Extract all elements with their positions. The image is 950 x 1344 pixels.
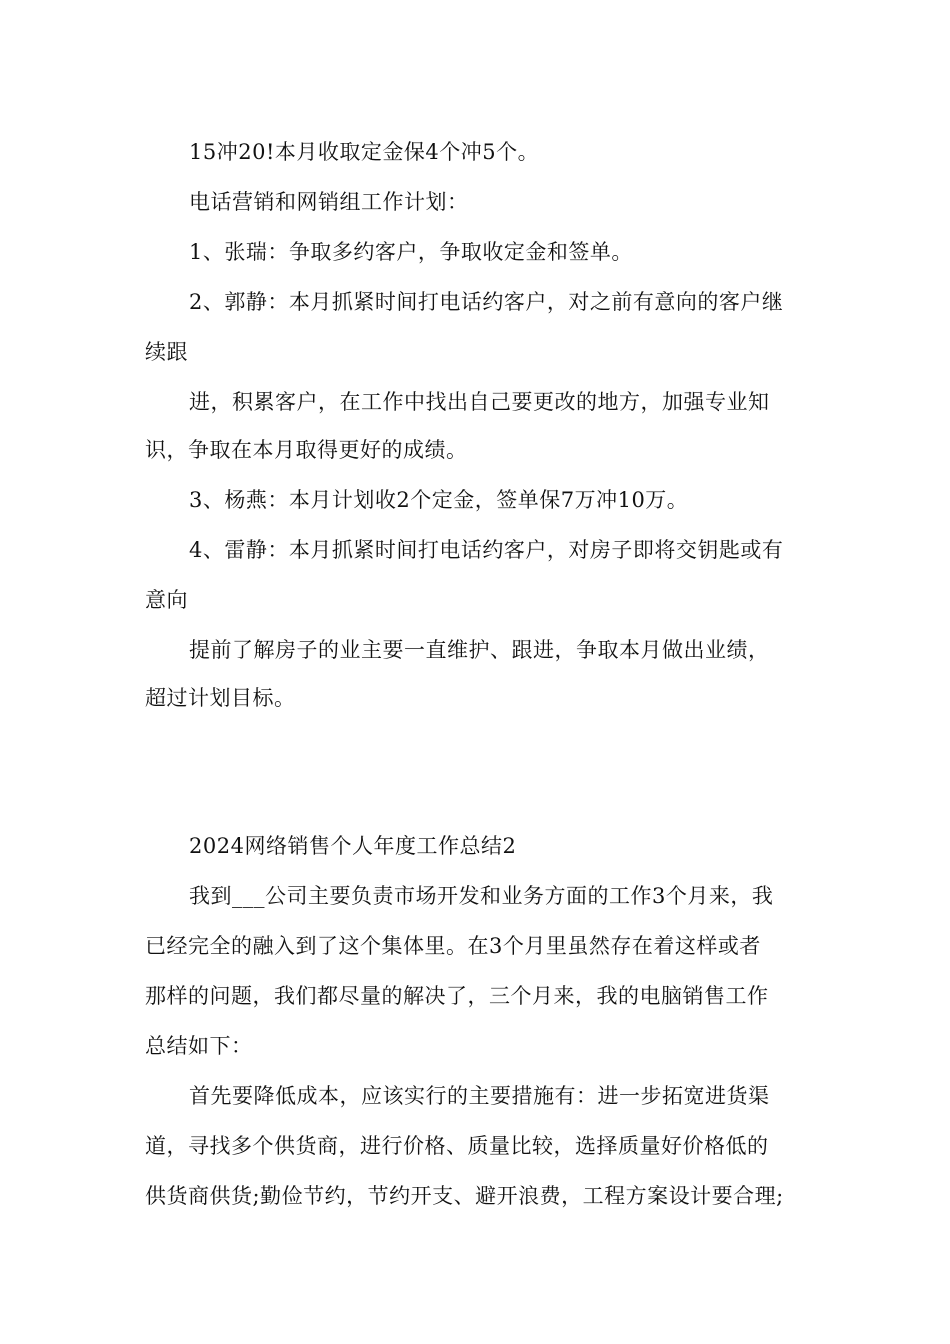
paragraph-line: 意向 bbox=[145, 588, 188, 612]
paragraph-line: 续跟 bbox=[145, 340, 188, 364]
paragraph-line: 超过计划目标。 bbox=[145, 686, 296, 710]
paragraph-line: 总结如下： bbox=[145, 1034, 253, 1058]
section-heading: 2024网络销售个人年度工作总结2 bbox=[189, 834, 517, 858]
list-item-leijing: 4、雷静：本月抓紧时间打电话约客户，对房子即将交钥匙或有 bbox=[189, 538, 784, 562]
list-item-zhangrui: 1、张瑞：争取多约客户，争取收定金和签单。 bbox=[189, 240, 633, 264]
paragraph-line: 已经完全的融入到了这个集体里。在3个月里虽然存在着这样或者 bbox=[145, 934, 761, 958]
paragraph-line: 首先要降低成本，应该实行的主要措施有：进一步拓宽进货渠 bbox=[189, 1084, 770, 1108]
paragraph-line: 识，争取在本月取得更好的成绩。 bbox=[145, 438, 468, 462]
list-item-guojing: 2、郭静：本月抓紧时间打电话约客户，对之前有意向的客户继 bbox=[189, 290, 784, 314]
paragraph-line: 我到___公司主要负责市场开发和业务方面的工作3个月来，我 bbox=[189, 884, 774, 908]
paragraph-line: 电话营销和网销组工作计划： bbox=[189, 190, 469, 214]
paragraph-line: 15冲20!本月收取定金保4个冲5个。 bbox=[189, 140, 540, 164]
paragraph-line: 提前了解房子的业主要一直维护、跟进，争取本月做出业绩， bbox=[189, 638, 770, 662]
paragraph-line: 那样的问题，我们都尽量的解决了，三个月来，我的电脑销售工作 bbox=[145, 984, 769, 1008]
paragraph-line: 供货商供货;勤俭节约，节约开支、避开浪费，工程方案设计要合理; bbox=[145, 1184, 784, 1208]
paragraph-line: 进，积累客户，在工作中找出自己要更改的地方，加强专业知 bbox=[189, 390, 770, 414]
paragraph-line: 道，寻找多个供货商，进行价格、质量比较，选择质量好价格低的 bbox=[145, 1134, 769, 1158]
list-item-yangyan: 3、杨燕：本月计划收2个定金，签单保7万冲10万。 bbox=[189, 488, 689, 512]
